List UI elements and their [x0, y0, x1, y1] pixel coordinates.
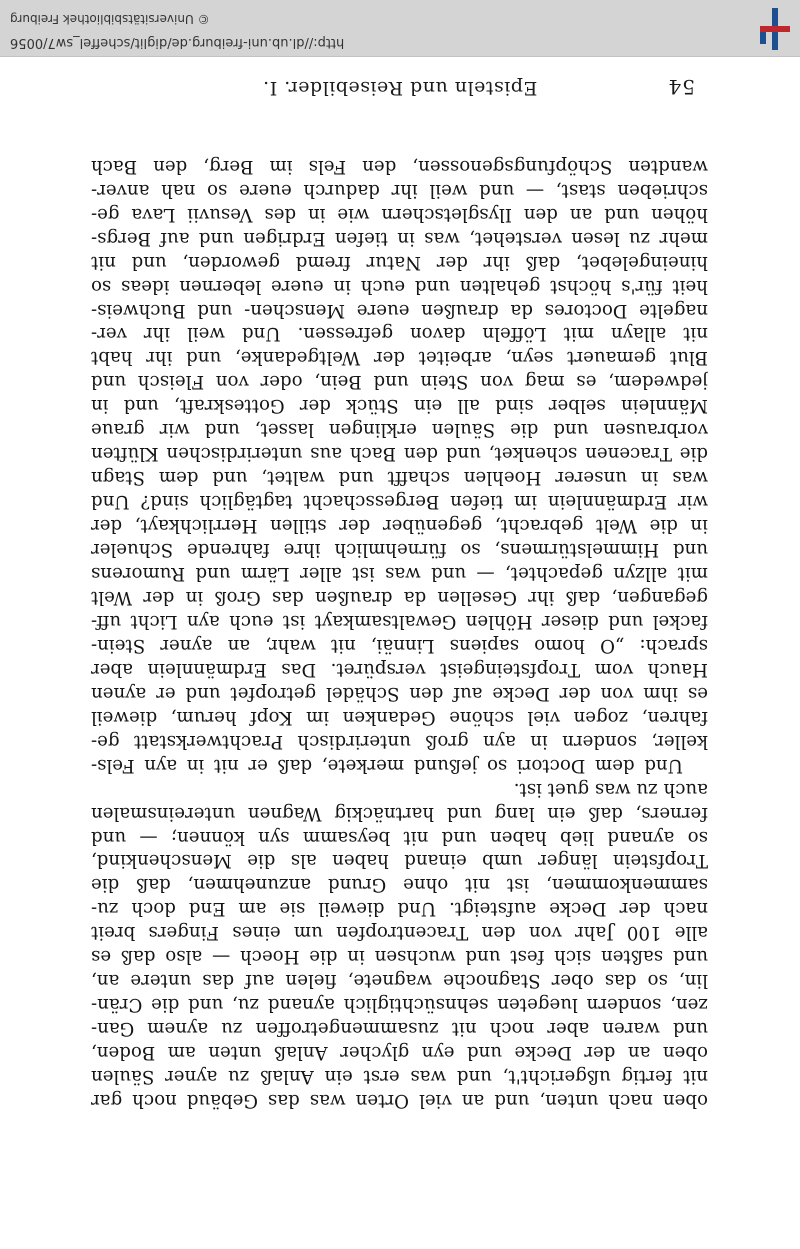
text-line: ferners, daß ein lang und hartnäckig Wagnen untereinsmalen — [91, 802, 708, 824]
text-line: zen, sondern luegeten sehnsüchtiglich aynand zu, und die Crän- — [91, 994, 708, 1016]
body-text — [91, 154, 708, 1112]
copyright-notice: © Universitätsbibliothek Freiburg — [10, 12, 210, 26]
text-line: mehr zu lesen verstehet, was in tiefen Erdrigen und auf Bergs- — [91, 227, 708, 249]
text-line: nagelte Doctores da draußen euere Menschen- und Buchweis- — [91, 299, 708, 321]
text-line: höhen und an den Ilysgletschern wie in des Vesuvii Lava ge- — [91, 203, 708, 225]
text-line: jedwedem, es mag von Stein und Bein, oder von Fleisch und — [91, 371, 708, 393]
university-logo-icon — [750, 8, 790, 50]
text-line: Und dem Doctori so jeßund merkete, daß er nit in ayn Fels- — [91, 754, 683, 776]
text-line: nit fertig ußgericht't, und was erst ein Anlaß zu ayner Säulen — [91, 1066, 708, 1088]
text-line: lin, so das ober Stagnoche wagnete, fielen auf das untere an, — [91, 970, 708, 992]
text-line: Hauch vom Tropfsteingeist verspüret. Das Erdmännlein aber — [91, 658, 708, 680]
text-line: auch zu was guet ist. — [513, 778, 708, 800]
text-line: fahren, zogen viel schöne Gedanken im Kopf herum, dieweil — [91, 706, 708, 728]
text-line: Männlein selber sind all ein Stück der Gotteskraft, und in — [91, 395, 708, 417]
text-line: und Himmelstürmens, so fürnehmlich ihre fahrende Schueler — [91, 539, 708, 561]
text-line: und waren aber noch nit zusammengetroffen zu aynem Gan- — [91, 1018, 708, 1040]
text-line: Tropfstein länger umb einand haben als die Menschenkind, — [91, 850, 708, 872]
text-line: hineingelebet, daß ihr der Natur fremd geworden, und nit — [91, 251, 708, 273]
text-line: Blut gemauert seyn, arbeitet der Weltgedanke, und ihr habt — [91, 347, 708, 369]
text-line: es ihm von der Decke auf den Schädel getropfet und er aynen — [91, 682, 708, 704]
text-line: vorbrausen und die Säulen erklingen lasset, und wir graue — [91, 419, 708, 441]
text-line: heit für's höchst gehalten und euch in euere lebernen ideas so — [91, 275, 708, 297]
text-line: nach der Decke aufsteigt. Und dieweil sie am End doch zu- — [91, 898, 708, 920]
text-line: wir Erdmännlein im tiefen Bergesschacht tagtäglich sind? Und — [91, 491, 708, 513]
text-line: gegangen, daß ihr Gesellen da draußen das Groß in der Welt — [91, 586, 708, 608]
text-line: die Tracenen schenket, und den Bach aus unterirdischen Klüften — [91, 443, 708, 465]
page-header — [105, 69, 695, 99]
text-line: sprach: „O homo sapiens Linnäi, nit wahr, an ayner Stein- — [91, 634, 708, 656]
text-line: mit allzyn gepachtet, — und was ist aller Lärm und Rumorens — [91, 563, 708, 585]
text-line: oben nach unten, und an viel Orten was das Gebäud noch gar — [91, 1090, 708, 1111]
text-line: so aynand lieb haben und nit beysamm syn können; — und — [91, 826, 708, 848]
text-line: fackel und dieser Höhlen Gewaltsamkayt ist euch ayn Licht uff- — [91, 610, 708, 632]
source-url[interactable]: http://dl.ub.uni-freiburg.de/diglit/scheffel_sw7/0056 — [10, 35, 345, 50]
text-line: sammenkommen, ist nit ohne Grund anzunehmen, daß die — [91, 874, 708, 896]
text-line: nit allayn mit Löffeln davon gefressen. Und weil ihr ver- — [91, 323, 708, 345]
footer-bar — [0, 0, 800, 57]
running-title: Episteln und Reisebilder. I. — [262, 77, 538, 99]
text-line: alle 100 Jahr von den Tracentropfen um eines Fingers breit — [91, 922, 708, 944]
text-line: oben an der Decke und eyn glycher Anlaß unten am Boden, — [91, 1042, 708, 1064]
text-line: und saßten sich fest und wuchsen in die Hoech — also daß es — [91, 946, 708, 968]
text-line: wandten Schöpfungsgenossen, den Fels im Berg, den Bach — [91, 155, 708, 177]
text-line: was in unserer Hoehlen schafft und waltet, und dem Stagn — [91, 467, 708, 489]
page-number: 54 — [667, 75, 695, 99]
text-line: schrieben stast, — und weil ihr dadurch euere so nah anver- — [91, 179, 708, 201]
text-line: keller, sondern in ayn groß unterirdisch Prachtwerkstatt ge- — [91, 730, 708, 752]
text-line: in die Welt gebracht, gegenüber der stillen Herrlichkayt, der — [91, 515, 708, 537]
